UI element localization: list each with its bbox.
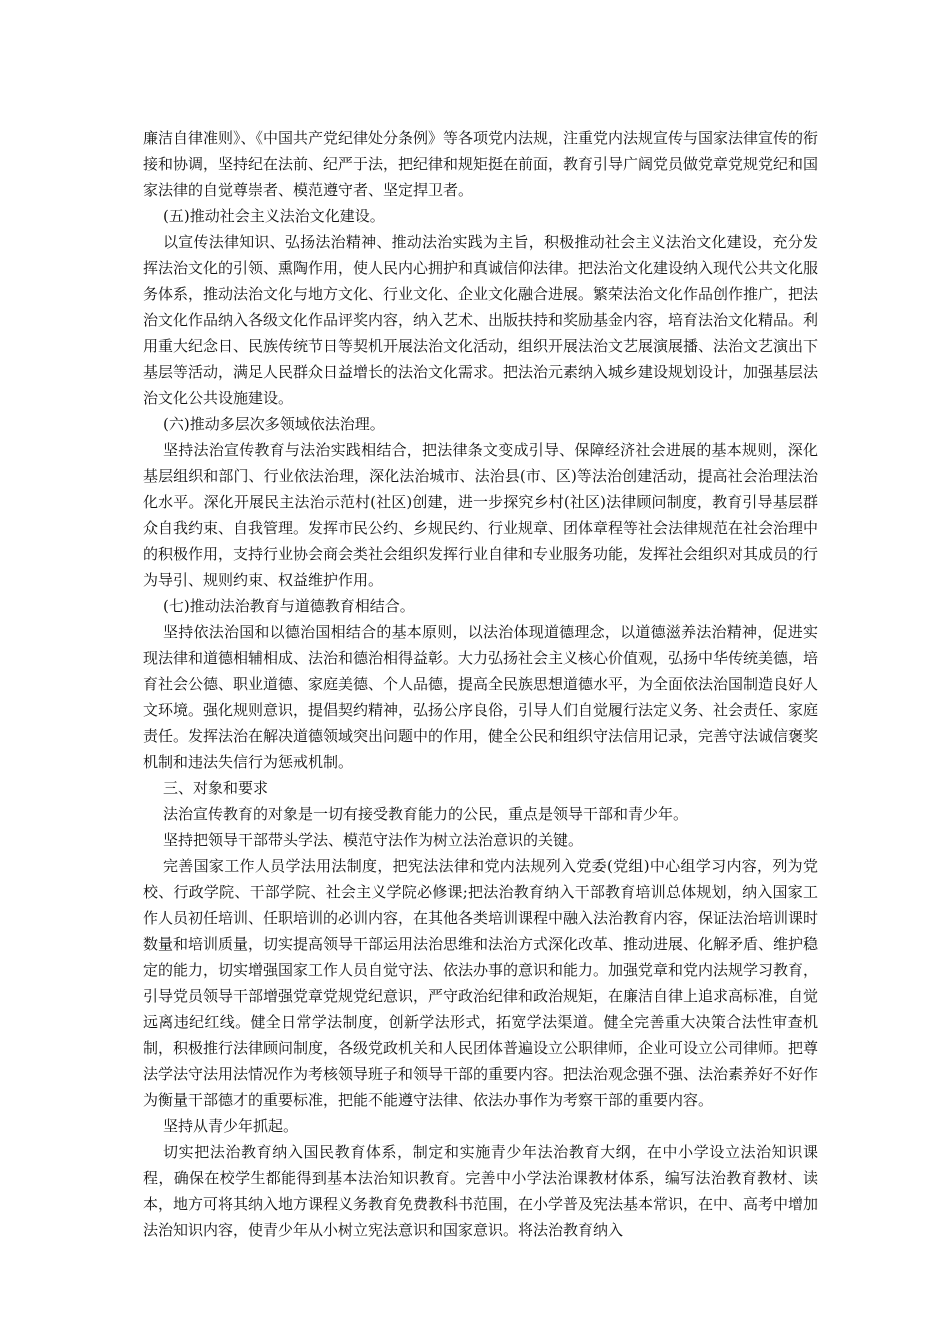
section-heading-5: (五)推动社会主义法治文化建设。	[163, 207, 385, 225]
paragraph: 切实把法治教育纳入国民教育体系，制定和实施青少年法治教育大纲，在中小学设立法治知识课程，确保在校学生都能得到基本法治知识教育。完善中小学法治课教材体系，编写法治教育教材、读本，地方可将其纳入地方课程义务教育免费教科书范围，在小学普及宪法基本常识，在中、高考中增加法治知识内容，使青少年从小树立宪法意识和国家意识。将法治教育纳入	[143, 1143, 819, 1239]
paragraph: 完善国家工作人员学法用法制度，把宪法法律和党内法规列入党委(党组)中心组学习内容，列为党校、行政学院、干部学院、社会主义学院必修课;把法治教育纳入干部教育培训总体规划，纳入国家工作人员初任培训、任职培训的必训内容，在其他各类培训课程中融入法治教育内容，保证法治培训课时数量和培训质量，切实提高领导干部运用法治思维和法治方式深化改革、推动进展、化解矛盾、维护稳定的能力，切实增强国家工作人员自觉守法、依法办事的意识和能力。加强党章和党内法规学习教育，引导党员领导干部增强党章党规党纪意识，严守政治纪律和政治规矩，在廉洁自律上追求高标准，自觉远离违纪红线。健全日常学法制度，创新学法形式，拓宽学法渠道。健全完善重大决策合法性审查机制，积极推行法律顾问制度，各级党政机关和人民团体普遍设立公职律师，企业可设立公司律师。把尊法学法守法用法情况作为考核领导班子和领导干部的重要内容。把法治观念强不强、法治素养好不好作为衡量干部德才的重要标准，把能不能遵守法律、依法办事作为考察干部的重要内容。	[143, 857, 819, 1109]
paragraph: 坚持从青少年抓起。	[163, 1117, 299, 1135]
section-heading-6: (六)推动多层次多领域依法治理。	[163, 415, 385, 433]
paragraph-continued: 廉洁自律准则》、《中国共产党纪律处分条例》等各项党内法规，注重党内法规宣传与国家法律宣传的衔接和协调，坚持纪在法前、纪严于法，把纪律和规矩挺在前面，教育引导广阔党员做党章党规党纪和国家法律的自觉尊崇者、模范遵守者、坚定捍卫者。	[143, 129, 819, 199]
paragraph: 坚持依法治国和以德治国相结合的基本原则，以法治体现道德理念，以道德滋养法治精神，促进实现法律和道德相辅相成、法治和德治相得益彰。大力弘扬社会主义核心价值观，弘扬中华传统美德，培育社会公德、职业道德、家庭美德、个人品德，提高全民族思想道德水平，为全面依法治国制造良好人文环境。强化规则意识，提倡契约精神，弘扬公序良俗，引导人们自觉履行法定义务、社会责任、家庭责任。发挥法治在解决道德领域突出问题中的作用，健全公民和组织守法信用记录，完善守法诚信褒奖机制和违法失信行为惩戒机制。	[143, 623, 819, 771]
paragraph: 坚持把领导干部带头学法、模范守法作为树立法治意识的关键。	[163, 831, 584, 849]
chapter-heading-3: 三、对象和要求	[163, 779, 269, 797]
paragraph: 坚持法治宣传教育与法治实践相结合，把法律条文变成引导、保障经济社会进展的基本规则，深化基层组织和部门、行业依法治理，深化法治城市、法治县(市、区)等法治创建活动，提高社会治理法治化水平。深化开展民主法治示范村(社区)创建，进一步探究乡村(社区)法律顾问制度，教育引导基层群众自我约束、自我管理。发挥市民公约、乡规民约、行业规章、团体章程等社会法律规范在社会治理中的积极作用，支持行业协会商会类社会组织发挥行业自律和专业服务功能，发挥社会组织对其成员的行为导引、规则约束、权益维护作用。	[143, 441, 819, 589]
document-page	[143, 125, 818, 1243]
paragraph: 法治宣传教育的对象是一切有接受教育能力的公民，重点是领导干部和青少年。	[163, 805, 689, 823]
section-heading-7: (七)推动法治教育与道德教育相结合。	[163, 597, 415, 615]
paragraph: 以宣传法律知识、弘扬法治精神、推动法治实践为主旨，积极推动社会主义法治文化建设，充分发挥法治文化的引领、熏陶作用，使人民内心拥护和真诚信仰法律。把法治文化建设纳入现代公共文化服务体系，推动法治文化与地方文化、行业文化、企业文化融合进展。繁荣法治文化作品创作推广，把法治文化作品纳入各级文化作品评奖内容，纳入艺术、出版扶持和奖励基金内容，培育法治文化精品。利用重大纪念日、民族传统节日等契机开展法治文化活动，组织开展法治文艺展演展播、法治文艺演出下基层等活动，满足人民群众日益增长的法治文化需求。把法治元素纳入城乡建设规划设计，加强基层法治文化公共设施建设。	[143, 233, 819, 407]
